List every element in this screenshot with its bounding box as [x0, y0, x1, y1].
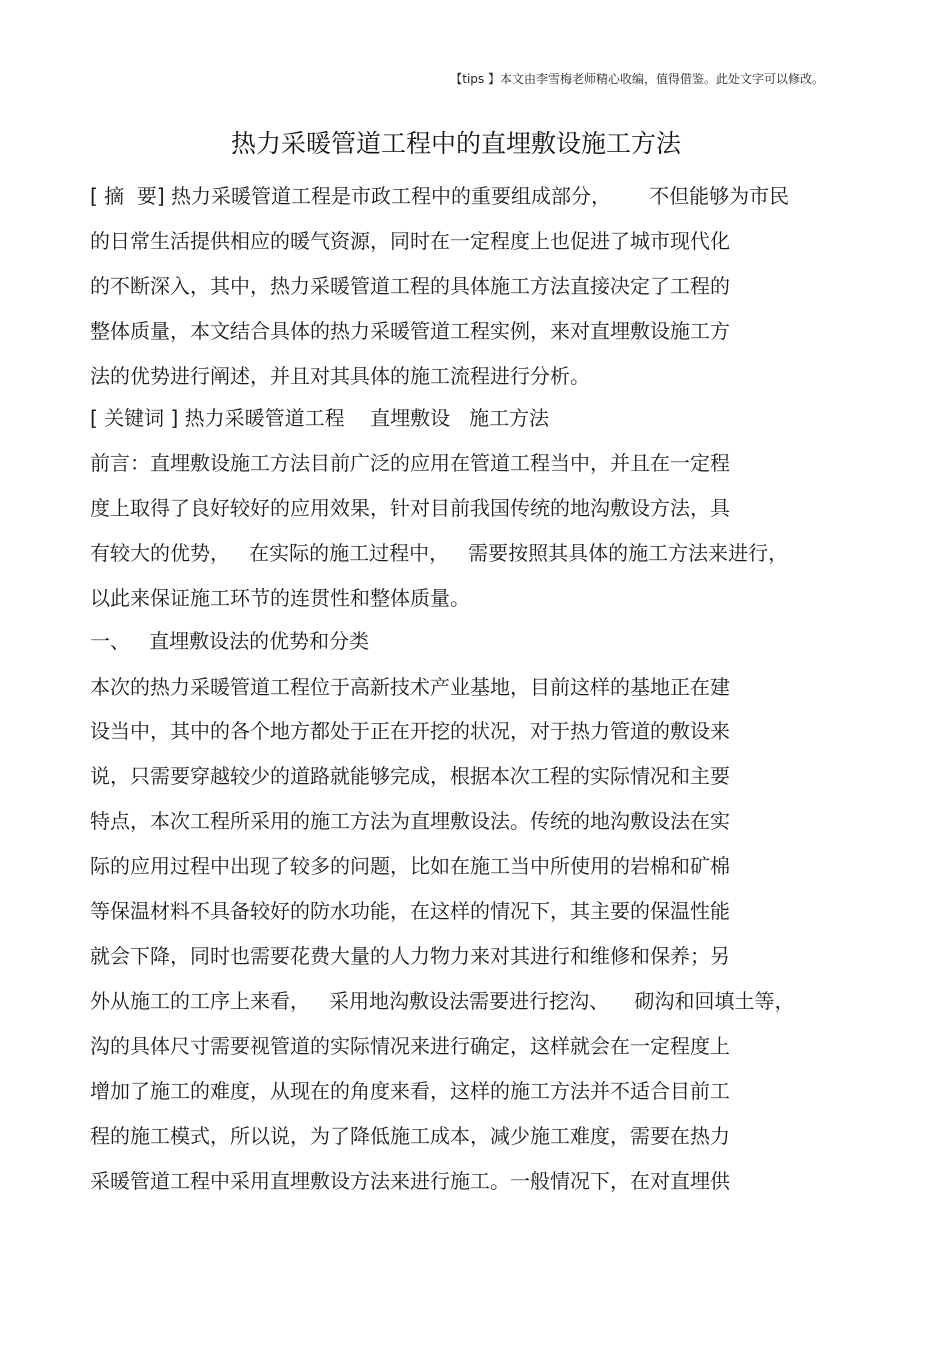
body-line: 特点，本次工程所采用的施工方法为直埋敷设法。传统的地沟敷设法在实 — [90, 809, 730, 833]
body-line: 沟的具体尺寸需要视管道的实际情况来进行确定，这样就会在一定程度上 — [90, 1034, 730, 1058]
body-line: 等保温材料不具备较好的防水功能，在这样的情况下，其主要的保温性能 — [90, 899, 730, 923]
body-line: 设当中，其中的各个地方都处于正在开挖的状况，对于热力管道的敷设来 — [90, 719, 730, 743]
body-line: 外从施工的工序上来看， 采用地沟敷设法需要进行挖沟、 砌沟和回填土等， — [90, 989, 795, 1013]
body-line: 的日常生活提供相应的暖气资源，同时在一定程度上也促进了城市现代化 — [90, 229, 730, 253]
body-line: 度上取得了良好较好的应用效果，针对目前我国传统的地沟敷设方法，具 — [90, 496, 730, 520]
body-line: 本次的热力采暖管道工程位于高新技术产业基地，目前这样的基地正在建 — [90, 675, 730, 699]
body-line: [ 摘 要] 热力采暖管道工程是市政工程中的重要组成部分， 不但能够为市民 — [90, 184, 790, 208]
body-line: 程的施工模式，所以说，为了降低施工成本，减少施工难度，需要在热力 — [90, 1124, 730, 1148]
body-line: 采暖管道工程中采用直埋敷设方法来进行施工。一般情况下，在对直埋供 — [90, 1169, 730, 1193]
section-heading: 一、 直埋敷设法的优势和分类 — [90, 629, 370, 653]
body-line: 法的优势进行阐述，并且对其具体的施工流程进行分析。 — [90, 364, 590, 388]
body-line: 前言：直埋敷设施工方法目前广泛的应用在管道工程当中，并且在一定程 — [90, 451, 730, 475]
body-line: 增加了施工的难度，从现在的角度来看，这样的施工方法并不适合目前工 — [90, 1079, 730, 1103]
body-line: 以此来保证施工环节的连贯性和整体质量。 — [90, 586, 470, 610]
keywords-line: [ 关键词 ] 热力采暖管道工程 直埋敷设 施工方法 — [90, 406, 550, 430]
body-line: 有较大的优势， 在实际的施工过程中， 需要按照其具体的施工方法来进行， — [90, 541, 789, 565]
tips-header: 【tips 】本文由李雪梅老师精心收编，值得借鉴。此处文字可以修改。 — [450, 72, 824, 86]
page-title: 热力采暖管道工程中的直埋敷设施工方法 — [230, 129, 681, 158]
body-line: 就会下降，同时也需要花费大量的人力物力来对其进行和维修和保养；另 — [90, 944, 730, 968]
body-line: 整体质量，本文结合具体的热力采暖管道工程实例，来对直埋敷设施工方 — [90, 319, 730, 343]
body-line: 际的应用过程中出现了较多的问题，比如在施工当中所使用的岩棉和矿棉 — [90, 854, 730, 878]
body-line: 的不断深入，其中，热力采暖管道工程的具体施工方法直接决定了工程的 — [90, 274, 730, 298]
body-line: 说，只需要穿越较少的道路就能够完成，根据本次工程的实际情况和主要 — [90, 764, 730, 788]
